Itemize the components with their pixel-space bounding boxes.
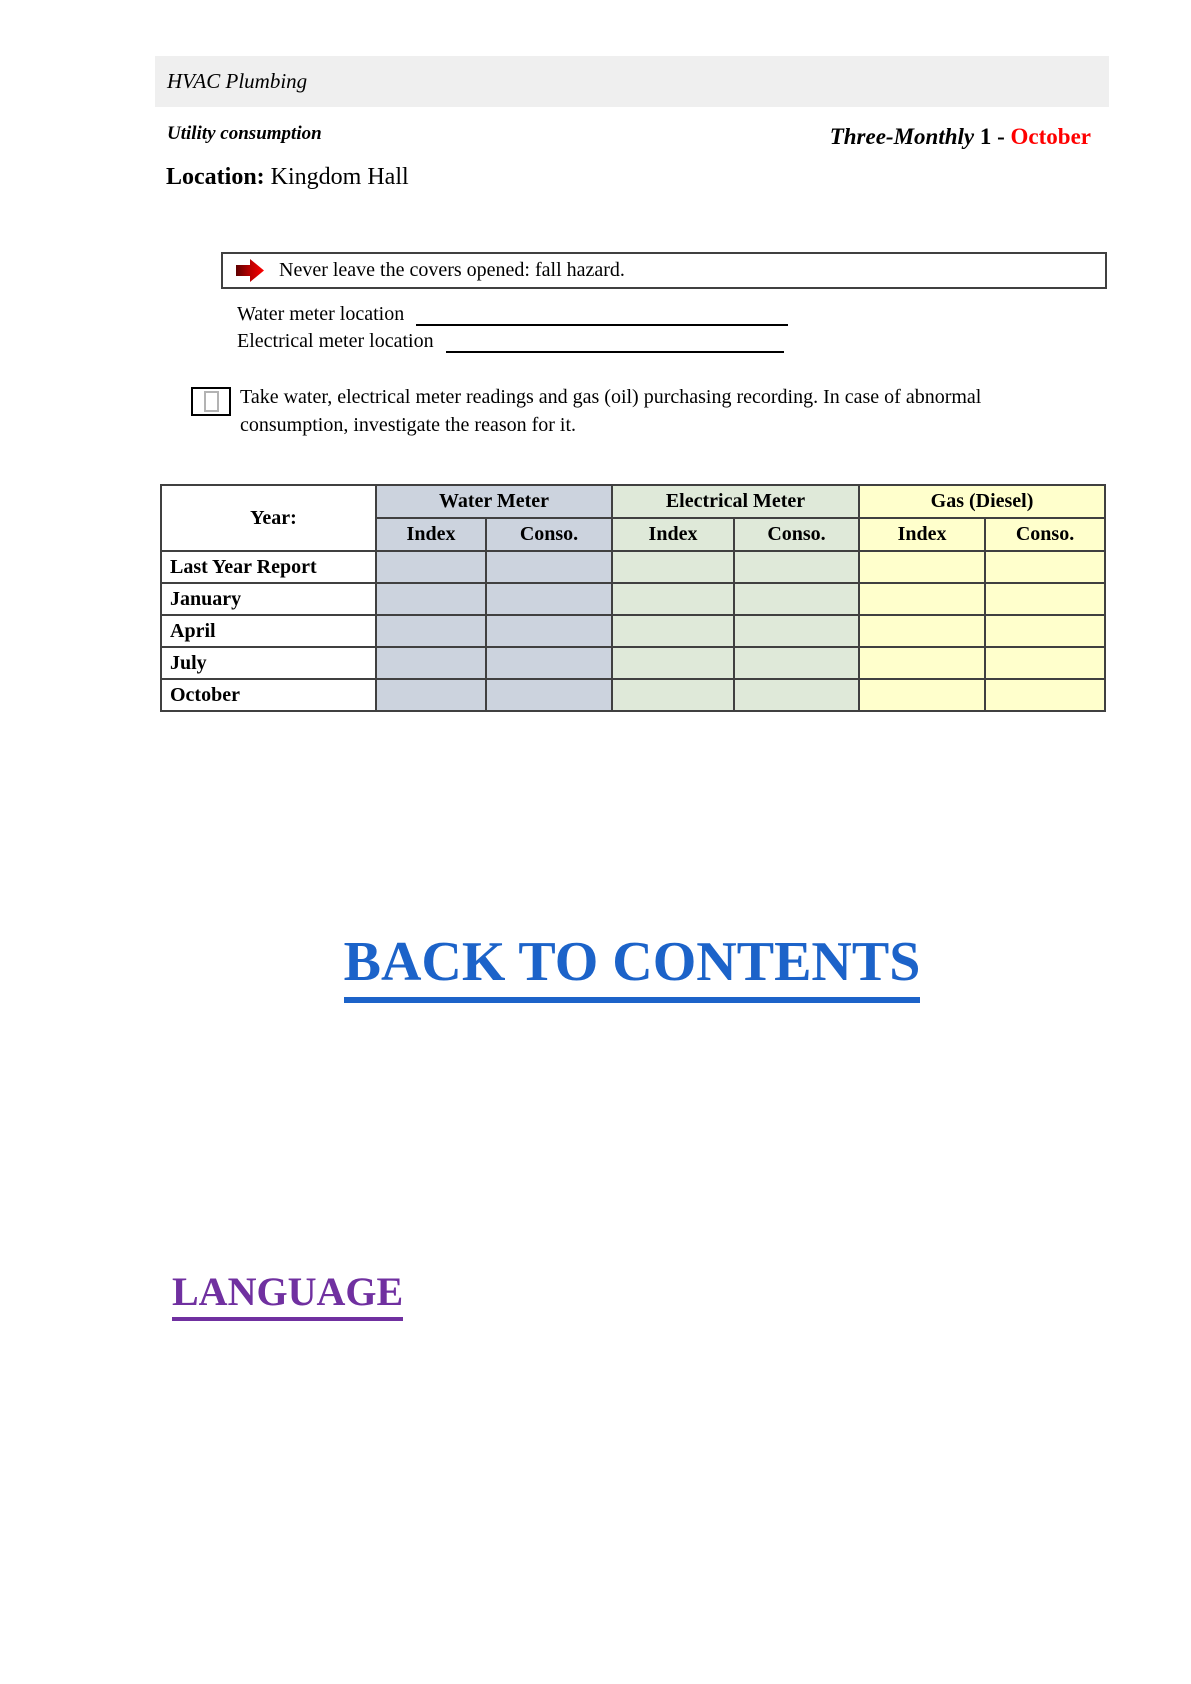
table-cell[interactable]	[859, 583, 985, 615]
table-cell[interactable]	[486, 647, 612, 679]
subheader-gas-index: Index	[859, 518, 985, 551]
electrical-meter-location-input-line[interactable]	[446, 334, 784, 353]
table-cell[interactable]	[486, 615, 612, 647]
row-label-january: January	[161, 583, 376, 615]
table-cell[interactable]	[859, 647, 985, 679]
table-cell[interactable]	[985, 647, 1105, 679]
table-cell[interactable]	[734, 583, 859, 615]
instruction-text: Take water, electrical meter readings and gas (oil) purchasing recording. In case of abnormal consumption, investigate the reason for it.	[240, 386, 982, 436]
table-cell[interactable]	[734, 615, 859, 647]
subheader-row	[155, 112, 1109, 150]
subheader-water-conso: Conso.	[486, 518, 612, 551]
table-cell[interactable]	[376, 647, 486, 679]
table-row	[161, 615, 1105, 647]
table-cell[interactable]	[612, 647, 734, 679]
red-arrow-icon	[235, 258, 265, 283]
page-subtitle: Utility consumption	[167, 123, 322, 144]
period-title	[830, 124, 1109, 150]
utility-consumption-table	[160, 484, 1106, 712]
table-cell[interactable]	[376, 583, 486, 615]
table-cell[interactable]	[985, 615, 1105, 647]
row-label-october: October	[161, 679, 376, 711]
document-section-title: HVAC Plumbing	[167, 69, 308, 93]
table-cell[interactable]	[734, 647, 859, 679]
subheader-water-index: Index	[376, 518, 486, 551]
task-checkbox[interactable]	[191, 387, 231, 416]
table-cell[interactable]	[376, 615, 486, 647]
table-cell[interactable]	[985, 583, 1105, 615]
warning-box	[221, 252, 1107, 289]
period-title-number: 1 -	[974, 124, 1011, 149]
back-to-contents-link[interactable]: BACK TO CONTENTS	[344, 930, 921, 1003]
header-bar	[155, 56, 1109, 107]
table-cell[interactable]	[612, 551, 734, 583]
row-label-april: April	[161, 615, 376, 647]
group-header-water-meter: Water Meter	[376, 485, 612, 518]
subheader-electrical-conso: Conso.	[734, 518, 859, 551]
table-cell[interactable]	[985, 551, 1105, 583]
table-row	[161, 679, 1105, 711]
water-meter-location-label: Water meter location	[237, 303, 405, 325]
back-to-contents-wrap	[155, 930, 1109, 1003]
table-cell[interactable]	[859, 679, 985, 711]
electrical-meter-location-label: Electrical meter location	[237, 330, 434, 352]
checkbox-empty-icon	[204, 391, 219, 412]
electrical-meter-location-line	[237, 330, 784, 353]
table-cell[interactable]	[486, 679, 612, 711]
table-row	[161, 647, 1105, 679]
location-label: Location:	[166, 164, 265, 190]
table-row	[161, 551, 1105, 583]
water-meter-location-line	[237, 303, 788, 326]
table-cell[interactable]	[985, 679, 1105, 711]
table-row	[161, 583, 1105, 615]
table-cell[interactable]	[486, 551, 612, 583]
table-cell[interactable]	[486, 583, 612, 615]
table-cell[interactable]	[612, 679, 734, 711]
location-value: Kingdom Hall	[270, 164, 409, 190]
table-cell[interactable]	[376, 551, 486, 583]
period-title-italic: Three-Monthly	[829, 124, 975, 149]
subheader-electrical-index: Index	[612, 518, 734, 551]
table-corner-year-label: Year:	[161, 485, 376, 551]
table-cell[interactable]	[859, 615, 985, 647]
table-cell[interactable]	[734, 551, 859, 583]
subheader-gas-conso: Conso.	[985, 518, 1105, 551]
group-header-gas-diesel: Gas (Diesel)	[859, 485, 1105, 518]
row-label-last-year-report: Last Year Report	[161, 551, 376, 583]
warning-text: Never leave the covers opened: fall hazard.	[279, 259, 625, 281]
table-cell[interactable]	[612, 615, 734, 647]
location-line	[166, 164, 409, 191]
water-meter-location-input-line[interactable]	[416, 307, 788, 326]
row-label-july: July	[161, 647, 376, 679]
table-cell[interactable]	[376, 679, 486, 711]
language-link[interactable]: LANGUAGE	[172, 1268, 403, 1321]
period-title-month: October	[1010, 124, 1091, 149]
table-cell[interactable]	[612, 583, 734, 615]
table-cell[interactable]	[734, 679, 859, 711]
language-wrap	[172, 1268, 403, 1321]
table-cell[interactable]	[859, 551, 985, 583]
group-header-electrical-meter: Electrical Meter	[612, 485, 859, 518]
